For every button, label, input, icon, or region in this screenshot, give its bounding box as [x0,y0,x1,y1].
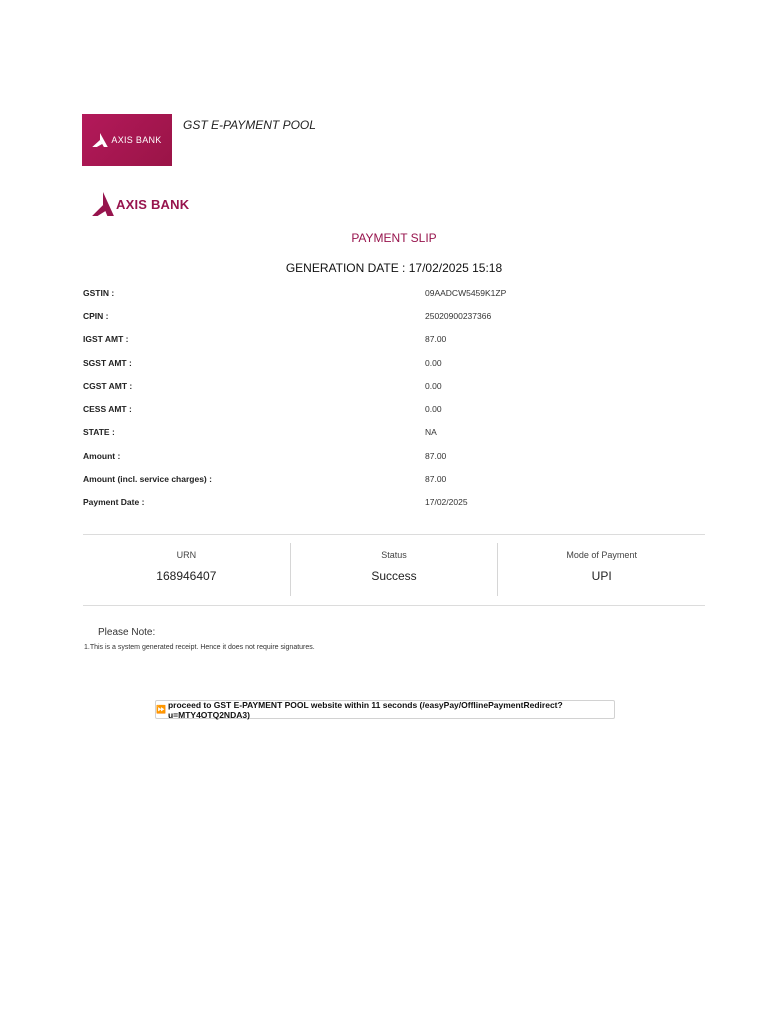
detail-label: Amount (incl. service charges) : [83,474,212,484]
summary-value: 168946407 [156,569,217,583]
detail-label: CESS AMT : [83,404,132,414]
detail-label: GSTIN : [83,288,115,298]
page-title: PAYMENT SLIP [351,231,437,245]
detail-value: 87.00 [425,451,447,461]
logo-badge-text: AXIS BANK [111,135,162,145]
detail-label: Payment Date : [83,497,145,507]
axis-bank-logo [92,192,189,216]
logo-text: AXIS BANK [116,196,190,212]
redirect-link-button[interactable] [155,700,615,719]
divider [83,534,705,535]
detail-value: 0.00 [425,381,442,391]
generation-date: GENERATION DATE : 17/02/2025 15:18 [285,261,503,275]
detail-value: 87.00 [425,334,447,344]
detail-value: 17/02/2025 [425,497,468,507]
pool-title: GST E-PAYMENT POOL [183,118,316,132]
summary-label: URN [176,550,197,560]
summary-value: Success [371,569,417,583]
detail-row-amount [83,451,683,465]
detail-row-cgst [83,381,683,395]
summary-value: UPI [591,569,612,583]
payment-summary [83,543,705,596]
detail-value: 09AADCW5459K1ZP [425,288,507,298]
summary-label: Mode of Payment [566,550,637,560]
summary-label: Status [381,550,407,560]
detail-row-gstin [83,288,683,302]
detail-row-igst [83,334,683,348]
axis-bank-logo-mark-icon [92,133,108,147]
detail-row-sgst [83,358,683,372]
detail-label: CPIN : [83,311,109,321]
axis-bank-logo-badge [82,114,172,166]
detail-row-cpin [83,311,683,325]
axis-bank-logo-mark-icon [92,192,114,216]
detail-value: 87.00 [425,474,447,484]
detail-value: 0.00 [425,404,442,414]
detail-value: 0.00 [425,358,442,368]
detail-value: 25020900237366 [425,311,492,321]
detail-value: NA [425,427,437,437]
detail-label: SGST AMT : [83,358,132,368]
detail-row-cess [83,404,683,418]
note-text: 1.This is a system generated receipt. Hence it does not require signatures. [84,644,315,651]
detail-label: Amount : [83,451,121,461]
detail-label: CGST AMT : [83,381,133,391]
summary-urn [83,543,290,596]
detail-row-payment-date [83,497,683,511]
detail-row-amount-incl-charges [83,474,683,488]
detail-label: STATE : [83,427,115,437]
summary-status [290,543,498,596]
note-heading: Please Note: [98,627,156,638]
redirect-text: proceed to GST E-PAYMENT POOL website within 11 seconds (/easyPay/OfflinePaymentRedirect?u=MTY4OTQ2NDA3) [167,699,563,720]
detail-label: IGST AMT : [83,334,129,344]
summary-mode-of-payment [497,543,705,596]
detail-row-state [83,427,683,441]
divider [83,605,705,606]
fast-forward-icon: ⏩ [156,705,166,714]
